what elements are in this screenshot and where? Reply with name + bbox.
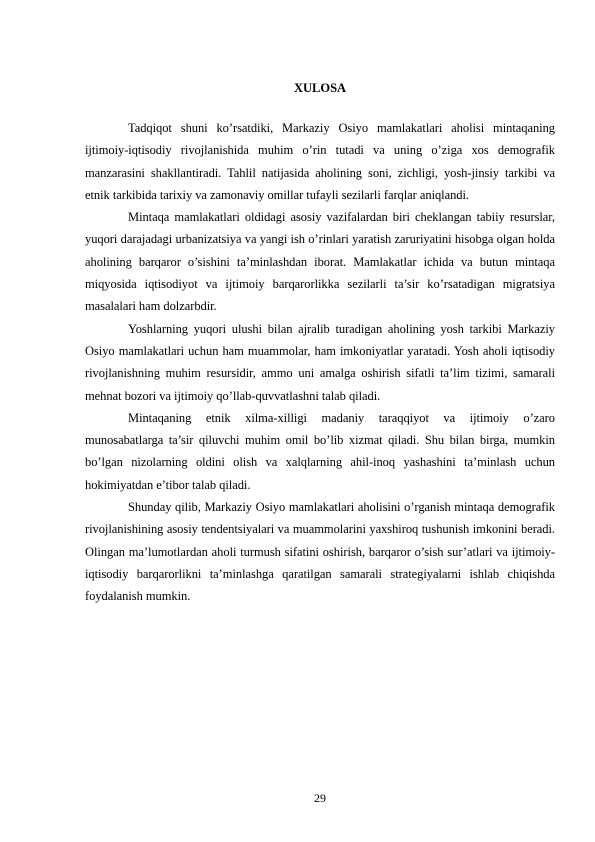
paragraph: Tadqiqot shuni ko’rsatdiki, Markaziy Osiyo mamlakatlari aholisi mintaqaning ijtimoiy-iqtisodiy rivojlanishida muhim o’rin tutadi va uning o’ziga xos demografik manzarasini shakllantiradi. Tahlil natijasida aholining soni, zichligi, yosh-jinsiy tarkibi va etnik tarkibida tarixiy va zamonaviy omillar tufayli sezilarli farqlar aniqlandi. xyxy=(85,121,555,202)
page-number: 29 xyxy=(314,791,326,805)
paragraph: Shunday qilib, Markaziy Osiyo mamlakatlari aholisini o’rganish mintaqa demografik rivojlanishining asosiy tendentsiyalari va muammolarini yaxshiroq tushunish imkonini beradi. Olingan ma’lumotlardan aholi turmush sifatini oshirish, barqaror o’sish sur’atlari va ijtimoiy-iqtisodiy barqarorlikni ta’minlashga qaratilgan samarali strategiyalarni ishlab chiqishda foydalanish mumkin. xyxy=(85,500,555,604)
paragraph: Mintaqaning etnik xilma-xilligi madaniy taraqqiyot va ijtimoiy o’zaro munosabatlarga ta’sir qiluvchi muhim omil bo’lib xizmat qiladi. Shu bilan birga, mumkin bo’lgan nizolarning oldini olish va xalqlarning ahil-inoq yashashini ta’minlash uchun hokimiyatdan e’tibor talab qiladi. xyxy=(85,410,555,492)
paragraph: Yoshlarning yuqori ulushi bilan ajralib turadigan aholining yosh tarkibi Markaziy Osiyo mamlakatlari uchun ham muammolar, ham imkoniyatlar yaratadi. Yosh aholi iqtisodiy rivojlanishning muhim resursidir, ammo uni amalga oshirish sifatli ta’lim tizimi, samarali mehnat bozori va ijtimoiy qo’llab-quvvatlashni talab qiladi. xyxy=(85,321,555,403)
paragraph: Mintaqa mamlakatlari oldidagi asosiy vazifalardan biri cheklangan tabiiy resurslar, yuqori darajadagi urbanizatsiya va yangi ish o’rinlari yaratish zaruriyatini hisobga olgan holda aholining barqaror o’sishini ta’minlashdan iborat. Mamlakatlar ichida va butun mintaqa miqyosida iqtisodiyot va ijtimoiy barqarorlikka sezilarli ta’sir ko’rsatadigan migratsiya masalalari ham dolzarbdir. xyxy=(85,210,555,314)
section-title: XULOSA xyxy=(293,81,347,95)
body-text xyxy=(85,117,555,608)
